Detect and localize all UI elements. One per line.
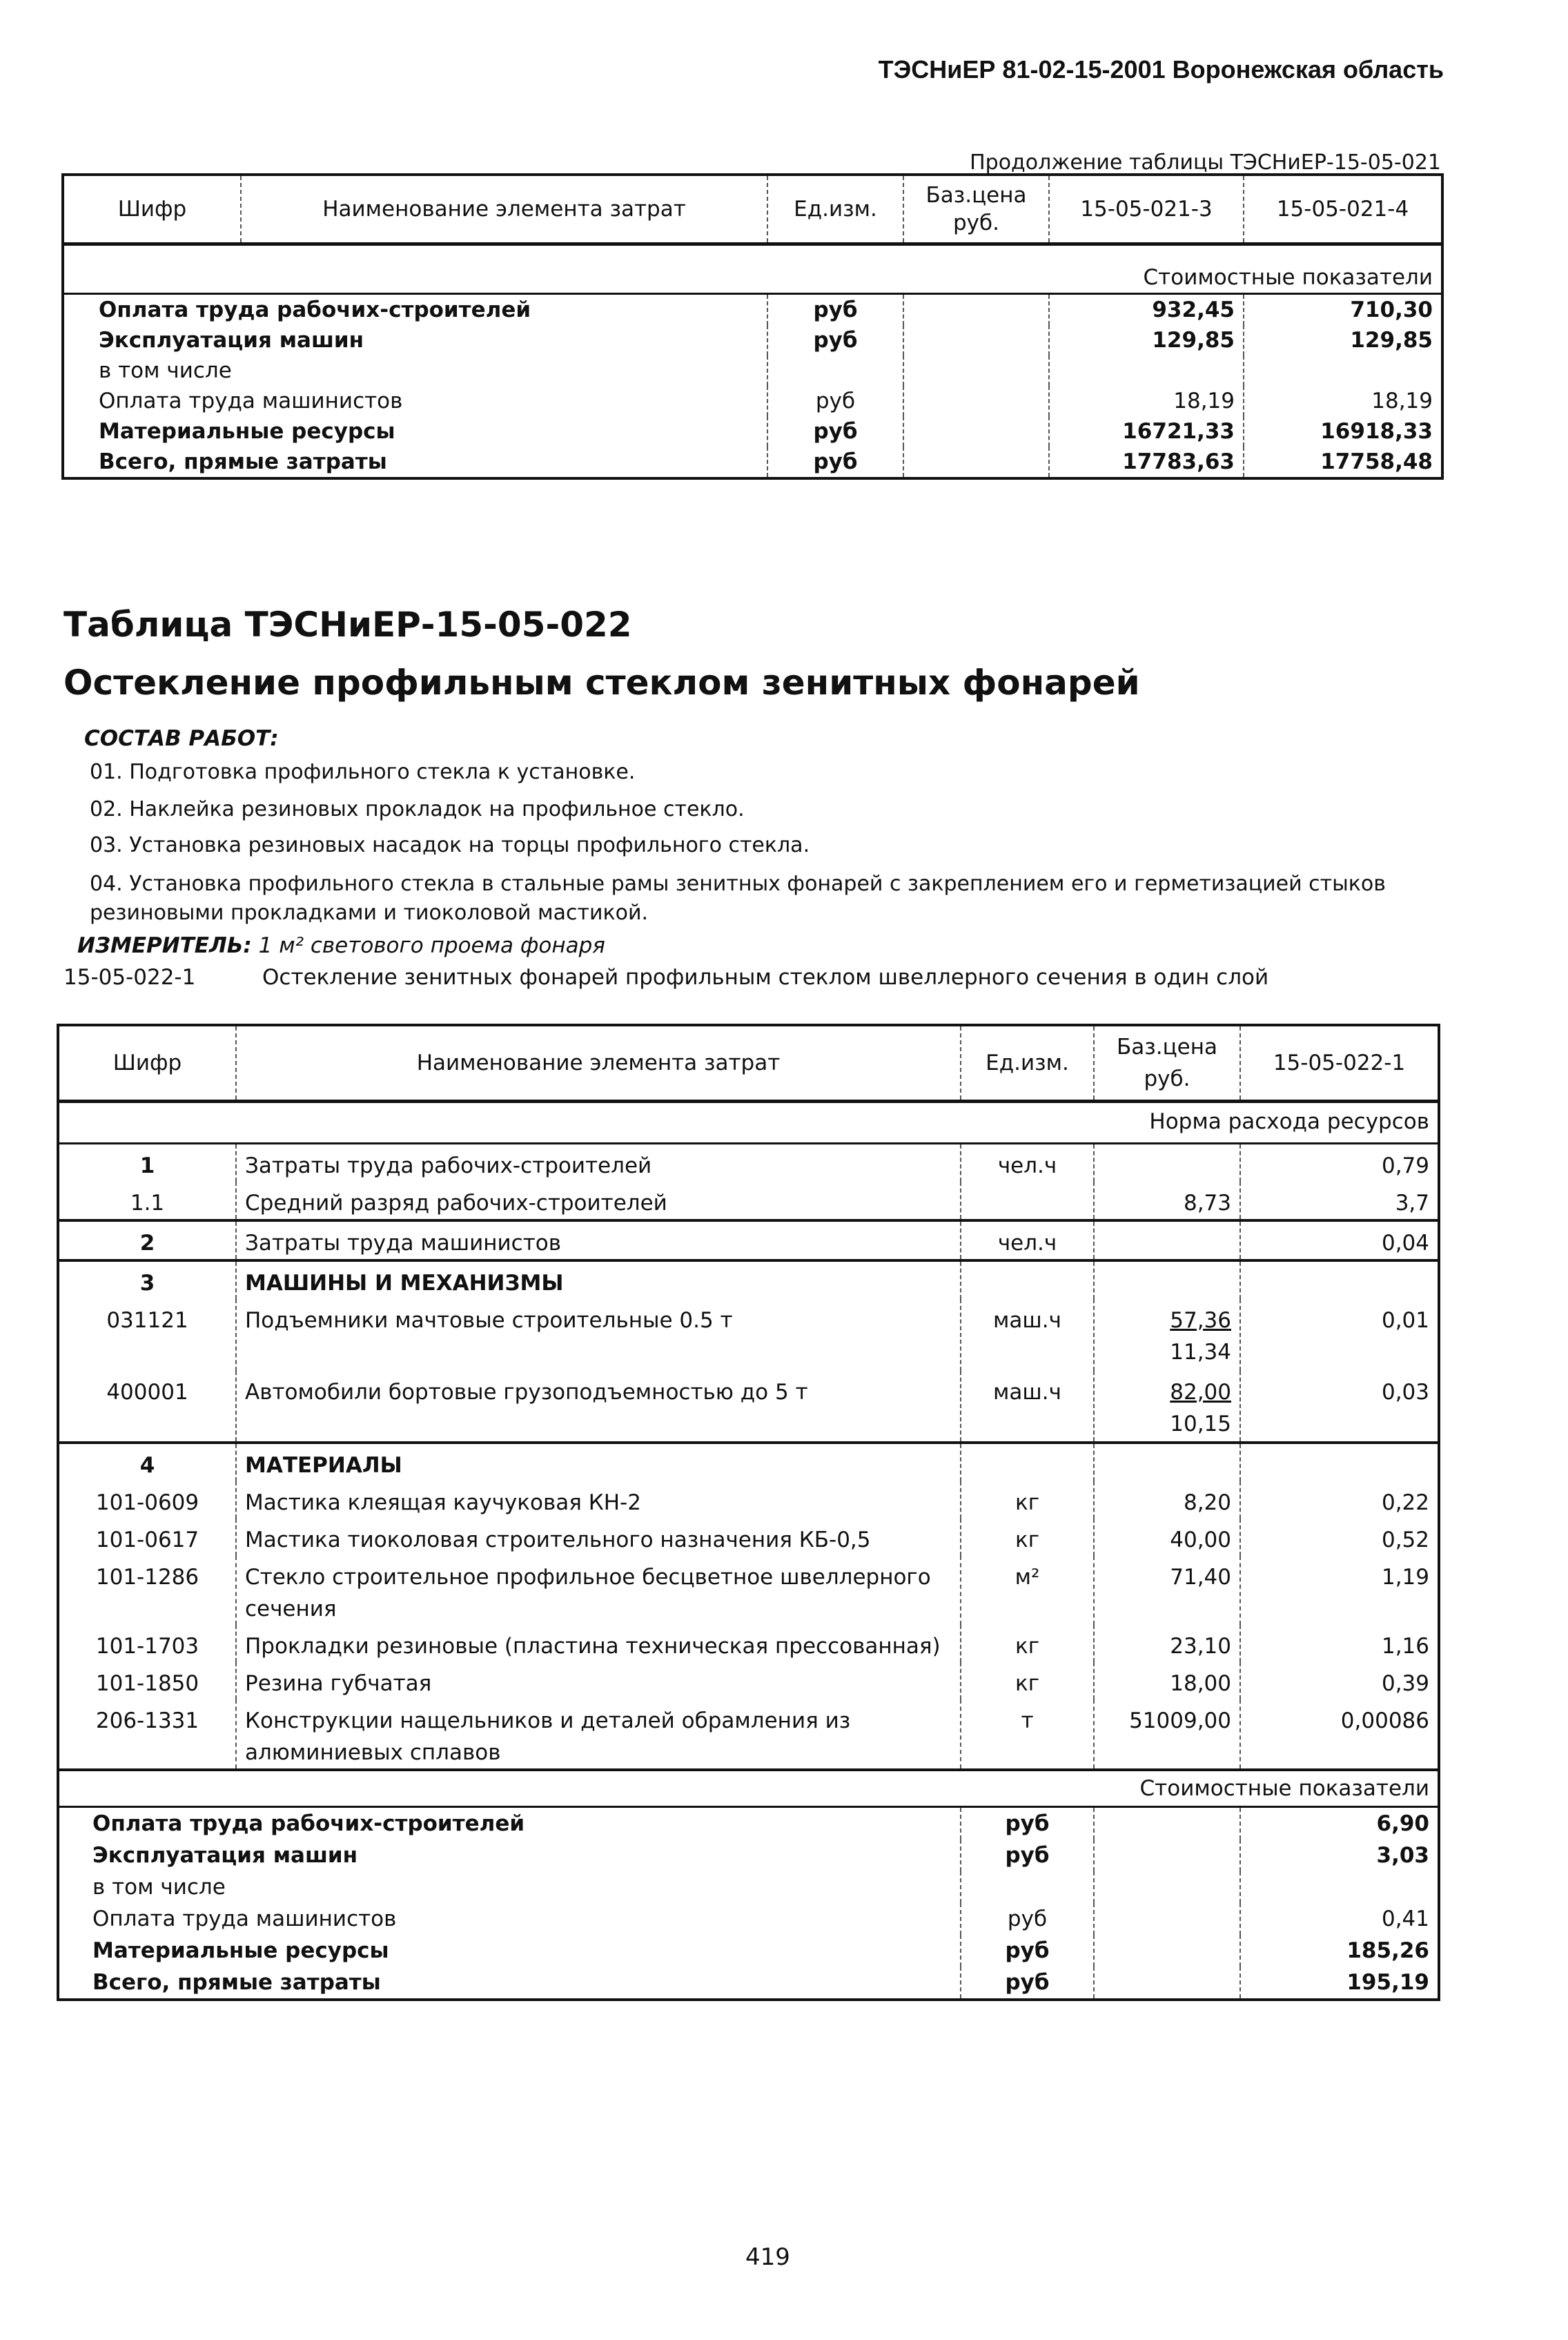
row-base-price [1094,1807,1240,1840]
row-value [1240,1871,1439,1903]
row-code: 101-1850 [95,1670,199,1696]
base-price: 57,36 [1170,1307,1231,1333]
row-name: Всего, прямые затраты [99,449,387,474]
base-price: 8,20 [1183,1490,1231,1515]
row-unit [961,1182,1094,1220]
row-name: Всего, прямые затраты [92,1970,381,1995]
cost-row [58,1840,1439,1871]
table-row [58,1220,1439,1260]
row-value: 129,85 [1049,325,1244,355]
row-value: 3,7 [1240,1182,1439,1220]
resource-group [58,1443,1439,1770]
row-unit: руб [961,1807,1094,1840]
row-base-price [1094,1967,1240,2000]
meter-label: ИЗМЕРИТЕЛЬ: [77,933,252,958]
row-unit: кг [961,1481,1094,1519]
row-unit: руб [961,1967,1094,2000]
row-value: 932,45 [1049,293,1244,325]
row-unit: кг [961,1519,1094,1556]
row-base-price [1094,1871,1240,1903]
col-header: Ед.изм. [767,175,903,244]
row-value: 17783,63 [1049,447,1244,478]
row-unit: руб [767,416,903,447]
row-code: 101-1286 [95,1564,199,1590]
section-label: Стоимостные показатели [58,1770,1439,1807]
base-price: 8,73 [1183,1190,1231,1216]
row-value: 18,19 [1049,386,1244,416]
table-row [63,447,1442,478]
row-name: Эксплуатация машин [92,1843,358,1868]
section-label-row [63,244,1442,293]
row-value: 16721,33 [1049,416,1244,447]
col-header: 15-05-021-4 [1244,175,1442,244]
machinist-wage: 11,34 [1170,1339,1231,1365]
table-row [58,1371,1439,1443]
table-header-row [58,1025,1439,1101]
row-base-price [903,325,1049,355]
row-name: Мастика тиоколовая строительного назначения КБ-0,5 [236,1519,961,1556]
row-code: 1 [139,1153,155,1178]
row-base-price [1094,1935,1240,1967]
table-row [63,386,1442,416]
table-row [58,1481,1439,1519]
row-code: 101-0609 [95,1490,199,1515]
row-base-price [1094,1519,1240,1556]
row-unit [767,355,903,386]
section-label-row [58,1770,1439,1807]
table-row [58,1182,1439,1220]
table-row [63,325,1442,355]
table-row [58,1260,1439,1299]
row-base-price [1094,1260,1240,1299]
row-name: Стекло строительное профильное бесцветное швеллерного сечения [236,1556,961,1625]
works-label: СОСТАВ РАБОТ: [84,726,279,751]
cost-row [58,1935,1439,1967]
base-price: 71,40 [1170,1564,1231,1590]
cost-row [58,1807,1439,1840]
resource-table-15-05-022 [57,1024,1440,2001]
table-row [58,1556,1439,1625]
cost-row [58,1967,1439,2000]
row-value [1244,355,1442,386]
resource-group [58,1143,1439,1220]
row-unit: руб [767,386,903,416]
resource-group [58,1220,1439,1260]
row-name: Прокладки резиновые (пластина техническая прессованная) [236,1625,961,1662]
section-subtitle: Остекление профильным стеклом зенитных фонарей [63,663,1140,703]
col-header: Ед.изм. [961,1025,1094,1101]
row-value: 17758,48 [1244,447,1442,478]
section-label: Стоимостные показатели [63,244,1442,293]
row-unit: кг [961,1625,1094,1662]
row-code: 101-1703 [95,1633,199,1659]
row-value: 0,22 [1240,1481,1439,1519]
col-header: 15-05-021-3 [1049,175,1244,244]
row-value: 0,41 [1240,1903,1439,1935]
row-base-price [1094,1220,1240,1260]
col-header: 15-05-022-1 [1240,1025,1439,1101]
row-unit: чел.ч [961,1143,1094,1182]
base-price: 23,10 [1170,1633,1231,1659]
row-base-price [1094,1840,1240,1871]
row-unit: руб [767,325,903,355]
row-base-price [1094,1143,1240,1182]
resource-group [58,1260,1439,1443]
section-label: Норма расхода ресурсов [58,1101,1439,1143]
row-base-price [1094,1481,1240,1519]
row-name: Оплата труда машинистов [92,1907,397,1931]
section-label-row [58,1101,1439,1143]
col-header: Шифр [58,1025,236,1101]
table-row [58,1699,1439,1770]
row-unit: м² [961,1556,1094,1625]
machinist-wage: 10,15 [1170,1411,1231,1436]
row-code: 031121 [106,1307,188,1333]
row-unit: т [961,1699,1094,1770]
row-base-price [903,293,1049,325]
row-value: 0,79 [1240,1143,1439,1182]
row-base-price [1094,1299,1240,1371]
row-unit: руб [767,293,903,325]
row-value: 0,52 [1240,1519,1439,1556]
row-value: 0,39 [1240,1662,1439,1699]
row-name: Эксплуатация машин [99,327,364,353]
work-item: 01. Подготовка профильного стекла к установке. [90,760,636,784]
row-code: 1.1 [130,1190,165,1216]
row-unit: руб [961,1840,1094,1871]
row-name: Затраты труда рабочих-строителей [236,1143,961,1182]
row-value: 0,00086 [1240,1699,1439,1770]
row-code: 400001 [106,1379,188,1405]
row-name: Конструкции нащельников и деталей обрамления из алюминиевых сплавов [236,1699,961,1770]
row-base-price [903,416,1049,447]
row-value: 0,03 [1240,1371,1439,1443]
table-row [58,1299,1439,1371]
row-value: 1,19 [1240,1556,1439,1625]
row-unit [961,1871,1094,1903]
row-name: в том числе [99,358,232,383]
col-header: Баз.цена руб. [903,175,1049,244]
row-value: 0,04 [1240,1220,1439,1260]
table-row [58,1625,1439,1662]
table-row [58,1143,1439,1182]
row-base-price [1094,1556,1240,1625]
row-unit [961,1260,1094,1299]
row-value [1049,355,1244,386]
work-item: 02. Наклейка резиновых прокладок на профильное стекло. [90,797,745,821]
row-value: 185,26 [1240,1935,1439,1967]
row-value: 3,03 [1240,1840,1439,1871]
row-value: 129,85 [1244,325,1442,355]
row-unit: чел.ч [961,1220,1094,1260]
row-code: 206-1331 [95,1708,199,1733]
row-name: Оплата труда рабочих-строителей [92,1811,525,1836]
base-price: 40,00 [1170,1527,1231,1552]
cost-table-15-05-021 [61,173,1444,480]
row-code: 101-0617 [95,1527,199,1552]
table-row [63,416,1442,447]
meter-value: 1 м² светового проема фонаря [258,933,605,958]
row-value: 6,90 [1240,1807,1439,1840]
row-base-price [1094,1903,1240,1935]
row-name: Мастика клеящая каучуковая КН-2 [236,1481,961,1519]
row-name: Средний разряд рабочих-строителей [236,1182,961,1220]
col-header: Наименование элемента затрат [241,175,767,244]
col-header: Шифр [63,175,241,244]
row-code: 2 [139,1230,155,1256]
row-base-price [903,355,1049,386]
item-code: 15-05-022-1 [63,965,196,990]
row-value: 16918,33 [1244,416,1442,447]
row-unit: маш.ч [961,1371,1094,1443]
col-header: Наименование элемента затрат [236,1025,961,1101]
work-item: 04. Установка профильного стекла в стальные рамы зенитных фонарей с закреплением его и герметизацией стыков резиновыми прокладками и тиоколовой мастикой. [90,872,1386,925]
row-name: Автомобили бортовые грузоподъемностью до 5 т [236,1371,961,1443]
row-name: Оплата труда машинистов [99,388,403,413]
cost-row [58,1871,1439,1903]
row-name: МАШИНЫ И МЕХАНИЗМЫ [236,1260,961,1299]
row-value: 710,30 [1244,293,1442,325]
row-unit: маш.ч [961,1299,1094,1371]
row-base-price [1094,1625,1240,1662]
base-price: 82,00 [1170,1379,1231,1405]
row-unit: руб [961,1903,1094,1935]
row-unit: кг [961,1662,1094,1699]
row-name: Оплата труда рабочих-строителей [99,297,531,322]
row-unit: руб [767,447,903,478]
table-row [58,1443,1439,1481]
row-value: 18,19 [1244,386,1442,416]
row-name: МАТЕРИАЛЫ [236,1443,961,1481]
row-code: 4 [139,1452,155,1478]
row-name: Материальные ресурсы [92,1938,389,1963]
row-value: 0,01 [1240,1299,1439,1371]
table-header-row [63,175,1442,244]
base-price: 18,00 [1170,1670,1231,1696]
table-row [58,1519,1439,1556]
row-name: Подъемники мачтовые строительные 0.5 т [236,1299,961,1371]
cost-row [58,1903,1439,1935]
row-name: Материальные ресурсы [99,418,395,444]
row-value: 195,19 [1240,1967,1439,2000]
row-base-price [1094,1699,1240,1770]
meter-line [77,933,605,958]
row-value [1240,1443,1439,1481]
table-continuation-label: Продолжение таблицы ТЭСНиЕР-15-05-021 [970,150,1441,175]
row-unit: руб [961,1935,1094,1967]
page-number: 419 [745,2243,790,2271]
row-base-price [1094,1662,1240,1699]
work-item: 03. Установка резиновых насадок на торцы профильного стекла. [90,833,810,857]
row-code: 3 [139,1270,155,1296]
item-name: Остекление зенитных фонарей профильным стеклом швеллерного сечения в один слой [262,965,1269,990]
row-name: в том числе [92,1875,226,1900]
table-row [63,355,1442,386]
running-header: ТЭСНиЕР 81-02-15-2001 Воронежская область [878,55,1444,84]
row-base-price [1094,1371,1240,1443]
row-name: Затраты труда машинистов [236,1220,961,1260]
table-title: Таблица ТЭСНиЕР-15-05-022 [63,605,632,645]
row-name: Резина губчатая [236,1662,961,1699]
row-unit [961,1443,1094,1481]
row-base-price [1094,1182,1240,1220]
row-value [1240,1260,1439,1299]
base-price: 51009,00 [1129,1708,1231,1733]
col-header: Баз.цена руб. [1094,1025,1240,1101]
table-row [63,293,1442,325]
row-base-price [1094,1443,1240,1481]
table-row [58,1662,1439,1699]
row-value: 1,16 [1240,1625,1439,1662]
row-base-price [903,447,1049,478]
row-base-price [903,386,1049,416]
